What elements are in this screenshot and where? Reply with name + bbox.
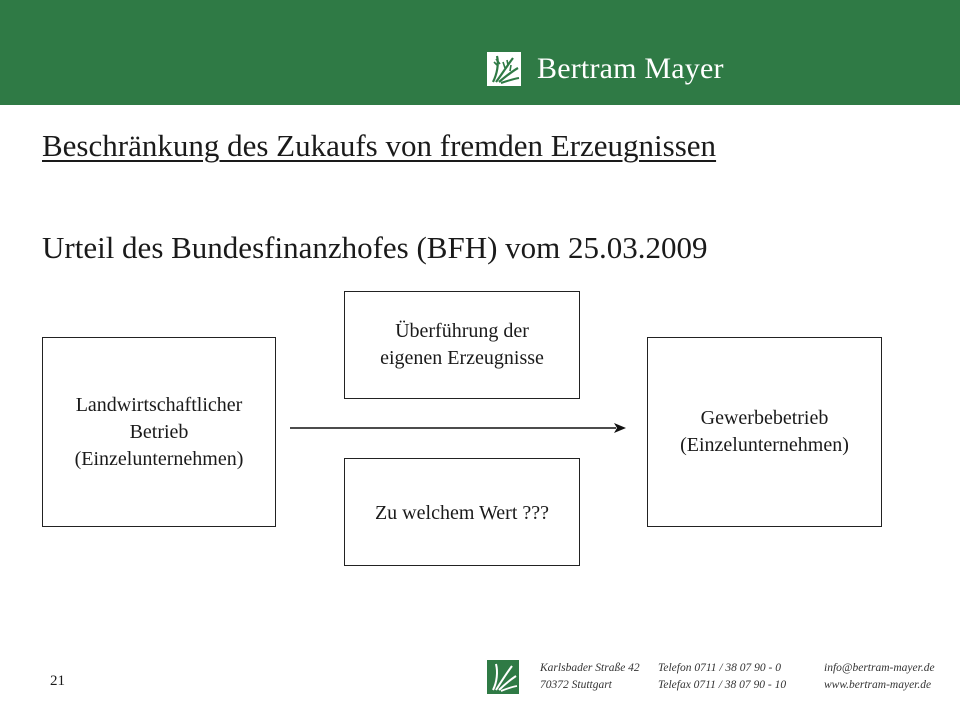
wheat-logo-icon xyxy=(487,660,519,694)
footer-address xyxy=(540,660,658,694)
source-box xyxy=(42,337,276,527)
bottom-box-label: Zu welchem Wert ??? xyxy=(374,502,550,524)
phone-number: Telefon 0711 / 38 07 90 - 0 xyxy=(658,662,781,674)
flow-arrow xyxy=(288,418,628,438)
top-box-label: Überführung der eigenen Erzeugnisse xyxy=(380,320,544,369)
brand xyxy=(487,50,724,88)
footer-contact xyxy=(824,660,934,694)
target-box-label: Gewerbebetrieb (Einzelunternehmen) xyxy=(680,407,849,456)
slide-subheading: Urteil des Bundesfinanzhofes (BFH) vom 25.03.2009 xyxy=(42,230,708,265)
top-box xyxy=(344,291,580,399)
target-box xyxy=(647,337,882,527)
address-city: 70372 Stuttgart xyxy=(540,679,612,691)
page-number: 21 xyxy=(50,673,65,689)
website-link[interactable]: www.bertram-mayer.de xyxy=(824,679,932,691)
bottom-box xyxy=(344,458,580,566)
brand-name: Bertram Mayer xyxy=(537,52,724,85)
footer xyxy=(487,660,934,696)
slide-heading: Beschränkung des Zukaufs von fremden Erzeugnissen xyxy=(42,128,717,163)
address-street: Karlsbader Straße 42 xyxy=(540,662,640,674)
email-link[interactable]: info@bertram-mayer.de xyxy=(824,662,935,674)
footer-phone xyxy=(658,660,824,694)
fax-number: Telefax 0711 / 38 07 90 - 10 xyxy=(658,679,787,691)
header-bar xyxy=(0,0,960,105)
source-box-label: Landwirtschaftlicher Betrieb (Einzelunternehmen) xyxy=(74,393,244,470)
wheat-logo-icon xyxy=(487,52,521,86)
